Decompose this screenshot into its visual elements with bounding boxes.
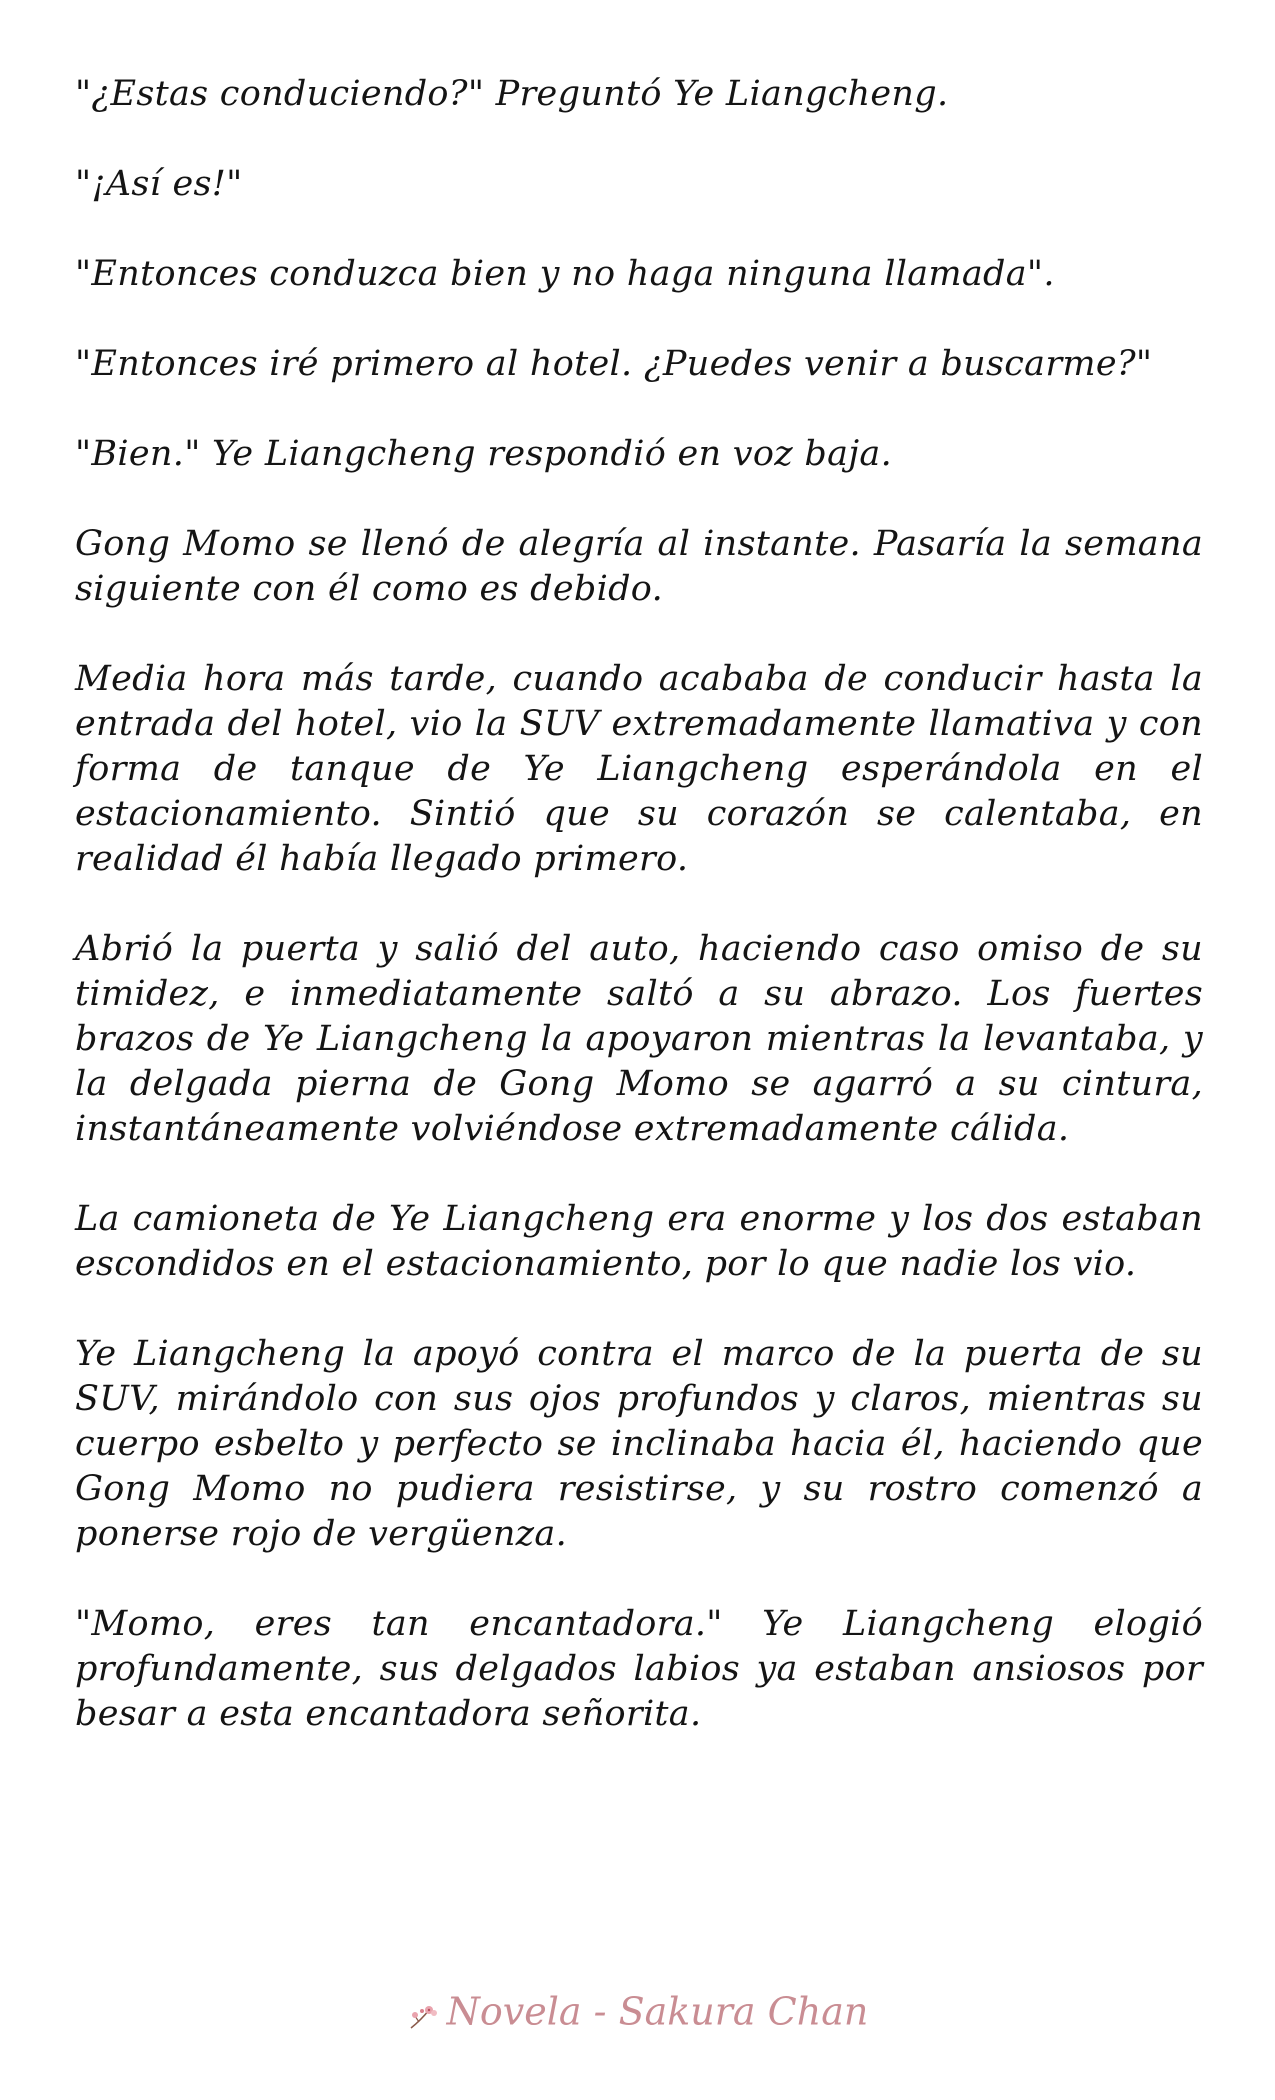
watermark-footer — [0, 1986, 1275, 2034]
paragraph: "Entonces iré primero al hotel. ¿Puedes venir a buscarme?" — [75, 344, 1153, 384]
paragraph: "Entonces conduzca bien y no haga ninguna llamada". — [75, 254, 1055, 294]
paragraph: Ye Liangcheng la apoyó contra el marco de la puerta de su SUV, mirándolo con sus ojos profundos y claros, mientras su cuerpo esbelto y perfecto se inclinaba hacia él, haciendo que Gong Momo no pudiera resistirse, y su rostro comenzó a ponerse rojo de vergüenza. — [75, 1334, 1203, 1554]
paragraph: Abrió la puerta y salió del auto, haciendo caso omiso de su timidez, e inmediatamente saltó a su abrazo. Los fuertes brazos de Ye Liangcheng la apoyaron mientras la levantaba, y la delgada pierna de Gong Momo se agarró a su cintura, instantáneamente volviéndose extremadamente cálida. — [75, 929, 1203, 1149]
paragraph: "¡Así es!" — [75, 164, 243, 204]
paragraph: La camioneta de Ye Liangcheng era enorme y los dos estaban escondidos en el estacionamiento, por lo que nadie los vio. — [75, 1199, 1203, 1284]
sakura-flower-icon — [407, 1997, 441, 2027]
watermark-text: Novela - Sakura Chan — [446, 1989, 869, 2034]
paragraph: "Bien." Ye Liangcheng respondió en voz baja. — [75, 434, 893, 474]
document-body — [75, 72, 1203, 1782]
paragraph: Media hora más tarde, cuando acababa de conducir hasta la entrada del hotel, vio la SUV extremadamente llamativa y con forma de tanque de Ye Liangcheng esperándola en el estacionamiento. Sintió que su corazón se calentaba, en realidad él había llegado primero. — [75, 659, 1203, 879]
paragraph: "Momo, eres tan encantadora." Ye Liangcheng elogió profundamente, sus delgados labios ya estaban ansiosos por besar a esta encantadora señorita. — [75, 1604, 1203, 1734]
paragraph: Gong Momo se llenó de alegría al instante. Pasaría la semana siguiente con él como es debido. — [75, 524, 1203, 609]
paragraph: "¿Estas conduciendo?" Preguntó Ye Liangcheng. — [75, 74, 949, 114]
